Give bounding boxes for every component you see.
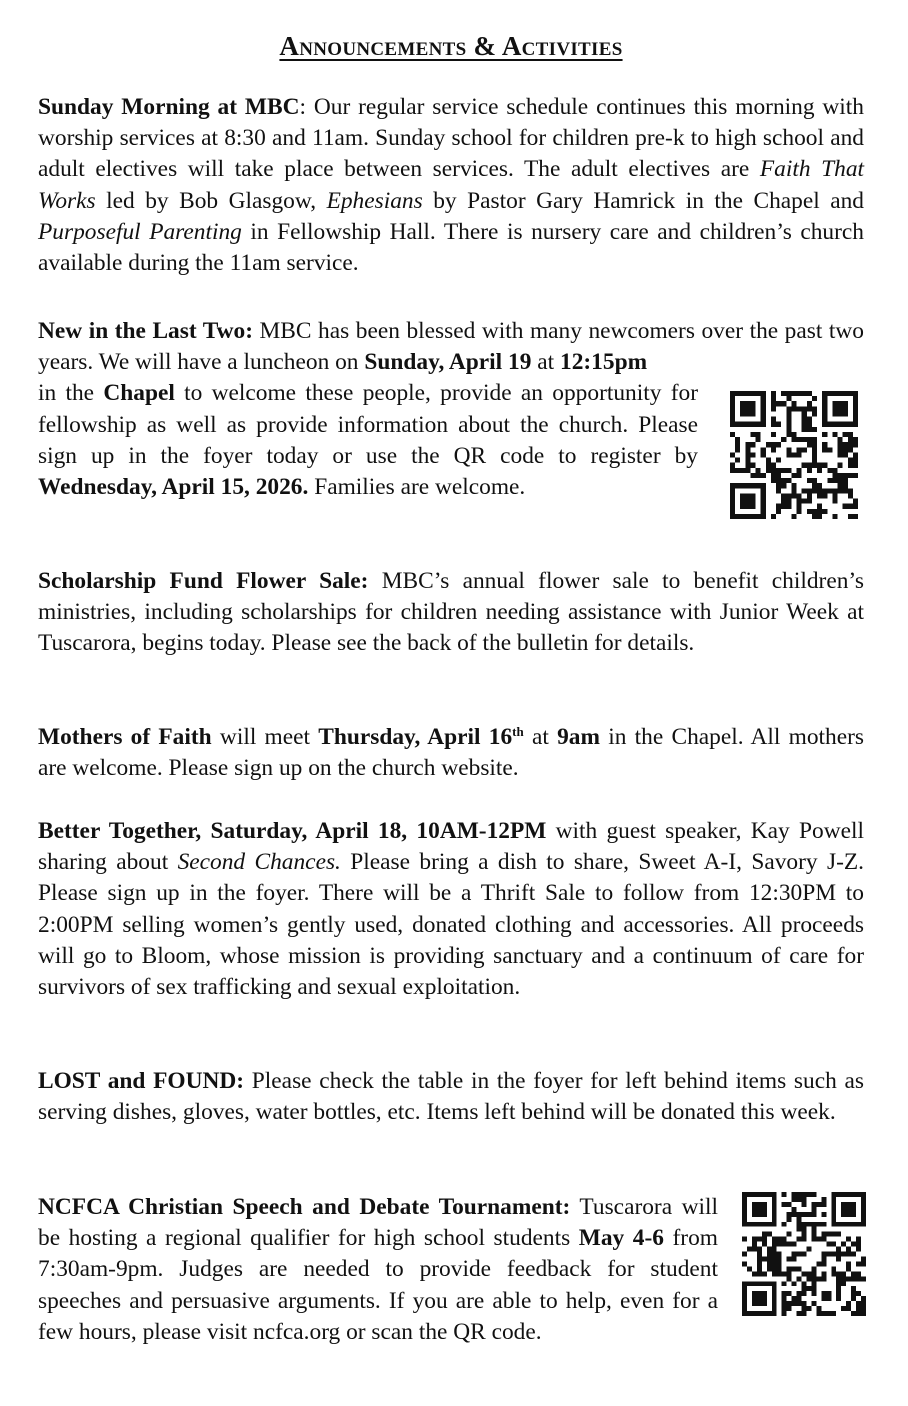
luncheon-place: Chapel (103, 380, 175, 407)
elective-faith-that-works: Faith That Works (38, 156, 865, 214)
newcomers-title: New in the Last Two: (38, 318, 253, 344)
better-together-title: Better Together, Saturday, April 18, 10AM-12PM (38, 818, 547, 844)
mothers-paragraph: Mothers of Faith will meet Thursday, April 16th at 9am in the Chapel. All mothers are welcome. Please sign up on the church website. (38, 724, 864, 782)
qr-code-icon[interactable] (742, 1192, 866, 1316)
newcomers-paragraph: New in the Last Two: MBC has been blessed with many newcomers over the past two years. We will have a luncheon on Sunday, April 19 at 12:15pm (38, 318, 864, 376)
luncheon-date: Sunday, April 19 (364, 349, 532, 376)
ncfca-dates: May 4-6 (578, 1225, 664, 1252)
better-together-paragraph: Better Together, Saturday, April 18, 10AM-12PM with guest speaker, Kay Powell sharing about Second Chances. Please bring a dish to share, Sweet A-I, Savory J-Z. Please sign up in the foyer. There will be a Thrift Sale to follow from 12:30PM to 2:00PM selling women’s gently used, donated clothing and accessories. All proceeds will go to Bloom, whose mission is providing sanctuary and a continuum of care for survivors of sex trafficking and sexual exploitation. (38, 818, 865, 1001)
lost-found-paragraph: LOST and FOUND: Please check the table in the foyer for left behind items such as serving dishes, gloves, water bottles, etc. Items left behind will be donated this week. (38, 1068, 864, 1126)
sunday-morning-paragraph: Sunday Morning at MBC: Our regular service schedule continues this morning with worship services at 8:30 and 11am. Sunday school for children pre-k to high school and adult electives will take place between services. The adult electives are Faith That Works led by Bob Glasgow, Ephesians by Pastor Gary Hamrick in the Chapel and Purposeful Parenting in Fellowship Hall. There is nursery care and children’s church available during the 11am service. (38, 94, 865, 277)
ncfca-title: NCFCA Christian Speech and Debate Tournament: (38, 1194, 571, 1220)
announcements-page (38, 26, 865, 1345)
section-flower-sale (38, 566, 864, 660)
mothers-title: Mothers of Faith (38, 724, 212, 750)
qr-code-icon[interactable] (730, 391, 858, 519)
sunday-morning-title: Sunday Morning at MBC (38, 94, 300, 120)
page-title: Announcements & Activities (279, 31, 623, 61)
section-sunday-morning (38, 92, 864, 279)
section-ncfca (38, 1192, 864, 1348)
newcomers-paragraph-cont: in the Chapel to welcome these people, provide an opportunity for fellowship as well as provide information about the church. Please sign up in the foyer today or use the QR code to register by Wednesday, April 15, 2026. Families are welcome. (38, 380, 698, 501)
luncheon-time: 12:15pm (560, 349, 648, 376)
section-better-together (38, 816, 864, 1003)
better-together-topic: Second Chances. (177, 849, 341, 876)
section-mothers-of-faith (38, 722, 864, 784)
elective-purposeful-parenting: Purposeful Parenting (38, 218, 242, 245)
section-lost-and-found (38, 1066, 864, 1128)
ncfca-paragraph: NCFCA Christian Speech and Debate Tournament: Tuscarora will be hosting a regional qualifier for high school students May 4-6 from 7:30am-9pm. Judges are needed to provide feedback for student speeches and persuasive arguments. If you are able to help, even for a few hours, please visit ncfca.org or scan the QR code. (38, 1194, 719, 1345)
mothers-date: Thursday, April 16th (318, 724, 524, 750)
mothers-time: 9am (557, 724, 600, 750)
lost-found-title: LOST and FOUND: (38, 1068, 245, 1094)
section-newcomers (38, 316, 864, 503)
registration-deadline: Wednesday, April 15, 2026. (38, 474, 309, 501)
elective-ephesians: Ephesians (326, 187, 423, 214)
flower-sale-title: Scholarship Fund Flower Sale: (38, 568, 369, 594)
flower-sale-paragraph: Scholarship Fund Flower Sale: MBC’s annual flower sale to benefit children’s ministries, including scholarships for children needing assistance with Junior Week at Tuscarora, begins today. Please see the back of the bulletin for details. (38, 568, 864, 657)
